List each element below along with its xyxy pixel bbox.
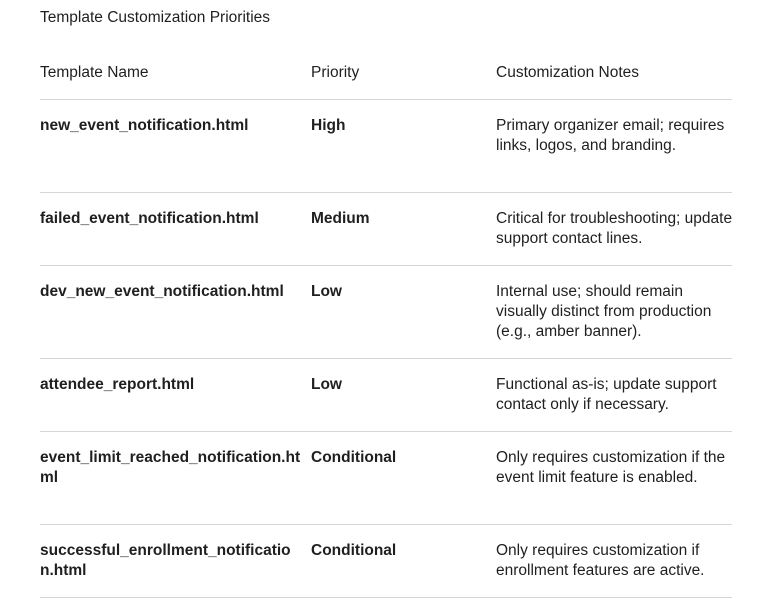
template-name-cell: failed_event_notification.html (40, 210, 259, 227)
table-row (40, 432, 732, 525)
template-name-cell: successful_enrollment_notification.html (40, 542, 291, 579)
notes-cell: Critical for troubleshooting; update support contact lines. (496, 210, 733, 247)
priority-cell: Low (311, 376, 342, 393)
notes-cell: Only requires customization if the event limit feature is enabled. (496, 449, 726, 486)
notes-cell: Internal use; should remain visually distinct from production (e.g., amber banner). (496, 283, 712, 340)
header-template-name: Template Name (40, 64, 149, 81)
notes-cell: Functional as-is; update support contact only if necessary. (496, 376, 717, 413)
template-name-cell: attendee_report.html (40, 376, 195, 393)
template-name-cell: event_limit_reached_notification.html (40, 449, 301, 486)
priority-cell: Medium (311, 210, 370, 227)
table-row (40, 100, 732, 193)
table-row (40, 193, 732, 266)
template-name-cell: dev_new_event_notification.html (40, 283, 284, 300)
table-row (40, 266, 732, 359)
priority-cell: Conditional (311, 449, 397, 466)
table-header-row (40, 50, 732, 100)
notes-cell: Only requires customization if enrollment features are active. (496, 542, 705, 579)
header-priority: Priority (311, 64, 360, 81)
table-row (40, 525, 732, 598)
header-customization-notes: Customization Notes (496, 64, 640, 81)
notes-cell: Primary organizer email; requires links, logos, and branding. (496, 117, 725, 154)
table-row (40, 359, 732, 432)
template-name-cell: new_event_notification.html (40, 117, 249, 134)
priorities-table (40, 50, 732, 598)
page-title: Template Customization Priorities (40, 9, 271, 26)
priority-cell: Conditional (311, 542, 397, 559)
priority-cell: Low (311, 283, 342, 300)
priority-cell: High (311, 117, 346, 134)
